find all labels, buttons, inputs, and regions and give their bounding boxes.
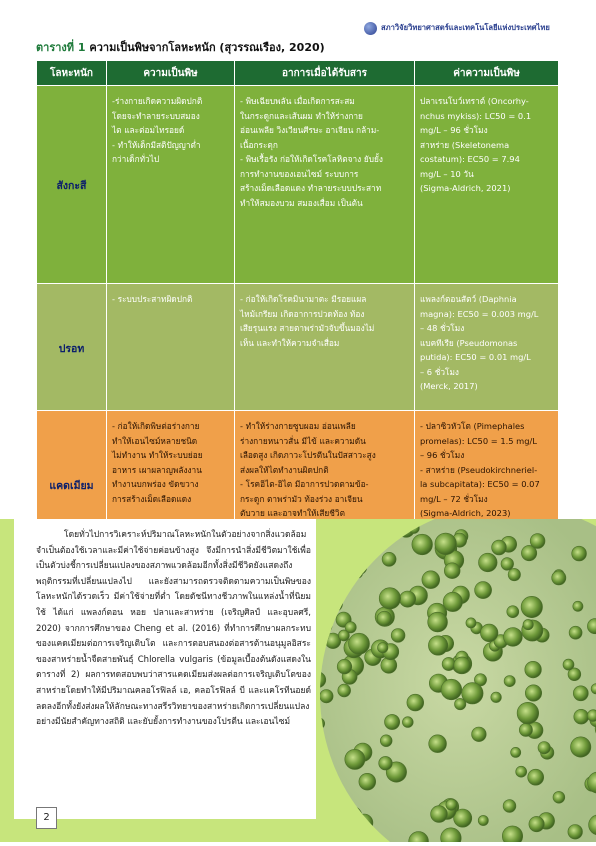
table-row-zinc (37, 86, 559, 284)
algae-cell (475, 582, 492, 599)
algae-cell (569, 626, 582, 639)
cell-line: - สาหร่าย (Pseudokirchneriel- (420, 463, 553, 478)
cell-line: putida): EC50 = 0.01 mg/L (420, 350, 553, 365)
table-header-row (37, 61, 559, 86)
algae-cell (327, 596, 343, 612)
cell-line: - ปลาซิวหัวโต (Pimephales (420, 419, 553, 434)
algae-cell (511, 747, 521, 757)
cell-line: ทำให้เอนไซม์หลายชนิด (112, 434, 229, 449)
algae-cell (332, 801, 349, 818)
algae-cell (563, 659, 574, 670)
algae-cell (380, 735, 392, 747)
algae-cell (345, 622, 356, 633)
algae-cell (573, 686, 588, 701)
cell-line: กระดูก ตาพร่ามัว ท้องร่วง อาเจียน (240, 492, 409, 507)
algae-cell (318, 833, 328, 842)
table-row-mercury (37, 284, 559, 411)
cell-line: เสียรุนแรง สายตาพร่ามัวจับขึ้นมองไม่ (240, 321, 409, 336)
cell-line: แพลงก์ตอนสัตว์ (Daphnia (420, 292, 553, 307)
metal-name: สังกะสี (37, 86, 107, 284)
algae-cell (529, 816, 544, 831)
algae-cell (572, 546, 587, 561)
cell-line: (Sigma-Aldrich, 2021) (420, 181, 553, 196)
cell-line: อ่อนเพลีย วิงเวียนศีรษะ อาเจียน กล้าม- (240, 123, 409, 138)
algae-cell (353, 561, 367, 575)
algae-cell (400, 591, 416, 607)
toxicity-table (36, 60, 559, 558)
algae-cell (377, 611, 392, 626)
algae-cell (508, 568, 520, 580)
cell-line: - ทำให้ร่างกายซูบผอม อ่อนเพลีย (240, 419, 409, 434)
cell-line: nchus mykiss): LC50 = 0.1 (420, 109, 553, 124)
cell-line: ทำงานบกพร่อง ขัดขวาง (112, 477, 229, 492)
cell-line: โดยจะทำลายระบบสมอง (112, 109, 229, 124)
algae-cell (479, 553, 498, 572)
algae-cell (462, 683, 483, 704)
algae-cell (472, 727, 487, 742)
algae-cell (491, 692, 502, 703)
symptoms-cell (235, 284, 415, 411)
algae-cell (335, 565, 351, 581)
algae-cell (525, 685, 541, 701)
cell-line: เห็น และทำให้ความจำเสื่อม (240, 336, 409, 351)
cell-line: - พิษเรื้อรัง ก่อให้เกิดโรคโลหิตจาง ยับยั้ง (240, 152, 409, 167)
algae-cell (516, 766, 527, 777)
cell-line: mg/L – 72 ชั่วโมง (420, 492, 553, 507)
cell-line: เนื้อกระตุก (240, 138, 409, 153)
algae-cell (382, 552, 396, 566)
algae-cell (504, 676, 515, 687)
algae-cell (501, 558, 514, 571)
algae-cell (335, 818, 348, 831)
algae-photo-svg (318, 519, 596, 842)
cell-line: สร้างเม็ดเลือดแดง ทำลายระบบประสาท (240, 181, 409, 196)
cell-line: (Sigma-Aldrich, 2023) (420, 506, 553, 521)
algae-cell (466, 618, 476, 628)
algae-cell (523, 619, 533, 629)
algae-cell (337, 583, 349, 595)
col-header-symptoms: อาการเมื่อได้รับสาร (235, 61, 415, 86)
table-caption-title: ความเป็นพิษจากโลหะหนัก (สุวรรณเรือง, 2020) (89, 41, 324, 54)
algae-cell (521, 596, 542, 617)
algae-cell (379, 756, 393, 770)
algae-cell (379, 588, 400, 609)
algae-cell (504, 628, 523, 647)
table-caption (36, 38, 325, 56)
algae-cell (503, 800, 516, 813)
algae-cell (344, 807, 362, 825)
algae-cell (334, 519, 350, 534)
algae-cell (318, 761, 328, 776)
algae-cell (412, 534, 433, 555)
page-number: 2 (36, 807, 57, 829)
cell-line: - พิษเฉียบพลัน เมื่อเกิดการสะสม (240, 94, 409, 109)
algae-cell (517, 702, 539, 724)
algae-cell (337, 659, 352, 674)
algae-cell (525, 661, 542, 678)
algae-cell (353, 568, 363, 578)
table-caption-label: ตารางที่ 1 (36, 41, 86, 54)
cell-line: ไม่ทำงาน ทำให้ระบบย่อย (112, 448, 229, 463)
cell-line: สาหร่าย (Skeletonema (420, 138, 553, 153)
toxicity-cell (107, 86, 235, 284)
metal-name: ปรอท (37, 284, 107, 411)
cell-line: - ก่อให้เกิดพิษต่อร่างกาย (112, 419, 229, 434)
algae-cell (428, 636, 447, 655)
algae-cell (442, 657, 455, 670)
algae-cell (528, 769, 544, 785)
cell-line: เลือดสูง เกิดภาวะโปรตีนในปัสสาวะสูง (240, 448, 409, 463)
algae-cell (391, 629, 405, 643)
cell-line: ปลาเรนโบว์เทราต์ (Oncorhy- (420, 94, 553, 109)
algae-cell (454, 809, 472, 827)
col-header-metal: โลหะหนัก (37, 61, 107, 86)
algae-microscope-photo (318, 519, 596, 842)
algae-cell (552, 571, 566, 585)
algae-cell (359, 773, 376, 790)
values-cell (415, 86, 559, 284)
cell-line: การทำงานของเอนไซม์ ระบบการ (240, 167, 409, 182)
algae-cell (435, 533, 457, 555)
metal-name: แคดเมียม (37, 411, 107, 558)
cell-line: ร่างกายหนาวสั่น มีไข้ และความดัน (240, 434, 409, 449)
algae-cell (385, 714, 400, 729)
algae-cell (574, 709, 589, 724)
algae-cell (553, 791, 565, 803)
algae-cell (431, 806, 448, 823)
cell-line: costatum): EC50 = 7.94 (420, 152, 553, 167)
cell-line: - โรคอิไต-อิไต มีอาการปวดตามข้อ- (240, 477, 409, 492)
algae-cell (345, 749, 365, 769)
col-header-toxicity: ความเป็นพิษ (107, 61, 235, 86)
cell-line: การสร้างเม็ดเลือดแดง (112, 492, 229, 507)
algae-cell (480, 624, 498, 642)
body-paragraph (36, 528, 311, 731)
cell-line: magna): EC50 = 0.003 mg/L (420, 307, 553, 322)
algae-cell (320, 690, 333, 703)
algae-cell (338, 684, 351, 697)
cell-line: กว่าเด็กทั่วไป (112, 152, 229, 167)
cell-line: ทำให้สมองบวม สมองเสื่อม เป็นต้น (240, 196, 409, 211)
algae-cell (318, 619, 332, 633)
cell-line: ไต และต่อมไทรอยด์ (112, 123, 229, 138)
cell-line: – 96 ชั่วโมง (420, 448, 553, 463)
algae-cell (318, 771, 331, 786)
algae-cell (441, 679, 462, 700)
cell-line: ส่งผลให้ไตทำงานผิดปกติ (240, 463, 409, 478)
cell-line: – 48 ชั่วโมง (420, 321, 553, 336)
algae-cell (322, 818, 344, 840)
algae-cell (492, 540, 507, 555)
algae-cell (571, 737, 591, 757)
algae-cell (422, 571, 440, 589)
algae-cell (382, 529, 396, 543)
cell-line: - ระบบประสาทผิดปกติ (112, 292, 229, 307)
algae-cell (407, 694, 424, 711)
cell-line: แบคทีเรีย (Pseudomonas (420, 336, 553, 351)
cell-line: ตับวาย และอาจทำให้เสียชีวิต (240, 506, 409, 521)
algae-cell (444, 563, 460, 579)
algae-cell (530, 534, 545, 549)
algae-cell (336, 536, 348, 548)
algae-cell (587, 710, 596, 722)
cell-line: -ร่างกายเกิดความผิดปกติ (112, 94, 229, 109)
algae-cell (428, 612, 448, 632)
algae-cell (429, 735, 447, 753)
algae-cell (398, 520, 415, 537)
cell-line: la subcapitata): EC50 = 0.07 (420, 477, 553, 492)
algae-cell (478, 815, 488, 825)
algae-cell (507, 606, 519, 618)
algae-cell (538, 742, 550, 754)
cell-line: promelas): LC50 = 1.5 mg/L (420, 434, 553, 449)
symptoms-cell (235, 86, 415, 284)
col-header-values: ค่าความเป็นพิษ (415, 61, 559, 86)
cell-line: ในกระดูกและเส้นผม ทำให้ร่างกาย (240, 109, 409, 124)
algae-cell (357, 519, 377, 530)
org-logo (364, 21, 588, 35)
algae-cell (443, 592, 462, 611)
cell-line: (Merck, 2017) (420, 379, 553, 394)
algae-cell (409, 523, 420, 534)
algae-cell (378, 643, 388, 653)
org-name: สภาวิจัยวิทยาศาสตร์และเทคโนโลยีแห่งประเทศไทย (381, 22, 550, 34)
cell-line: อาหาร เผาผลาญพลังงาน (112, 463, 229, 478)
body-text: โดยทั่วไปการวิเคราะห์ปริมาณโลหะหนักในตัวอย่างจากสิ่งแวดล้อมจำเป็นต้องใช้เวลาและมีค่าใช้จ่ายค่อนข้างสูง จึงมีการนำสิ่งมีชีวิตมาใช้เพื่อเป็นตัวบ่งชี้การเปลี่ยนแปลงของสภาพแวดล้อมอีกทั้งสิ่งมีชีวิตยังแสดงถึงพฤติกรรมที่เปลี่ยนแปลงไป และยังสามารถตรวจติดตามความเป็นพิษของโลหะหนักได้รวดเร็ว มีค่าใช้จ่ายที่ต่ำ โดยดัชนีทางชีวภาพในแหล่งน้ำที่นิยมใช้ ได้แก่ แพลงก์ตอน หอย ปลาและสาหร่าย (เจริญศิลป์ และอุบลศรี, 2020) จากการศึกษาของ Cheng et al. (2016) ที่ทำการศึกษาผลกระทบของแคดเมียมต่อการเจริญเติบโต และการตอบสนองต่อสารต้านอนุมูลอิสระของสาหร่ายน้ำจืดสายพันธุ์ Chlorella vulgaris (ข้อมูลเบื้องต้นดังแสดงในตารางที่ 2) ผลการทดสอบพบว่าสารแคดเมียมส่งผลต่อการเจริญเติบโตของสาหร่ายโดยทำให้มีปริมาณคลอโรฟิลล์ เอ, คลอโรฟิลล์ บี และแคโรทีนอยด์ลดลงอีกทั้งยังส่งผลให้ลักษณะทางสรีรวิทยาของสาหร่ายเกิดการเปลี่ยนแปลงอย่างมีนัยสำคัญทางสถิติ และยับยั้งการทำงานของโปรตีน และเอนไซม์ (36, 528, 311, 731)
cell-line: mg/L – 10 วัน (420, 167, 553, 182)
values-cell (415, 284, 559, 411)
cell-line: - ทำให้เด็กมีสติปัญญาต่ำ (112, 138, 229, 153)
algae-cell (573, 601, 583, 611)
cell-line: – 6 ชั่วโมง (420, 365, 553, 380)
cell-line: - ก่อให้เกิดโรคมินามาตะ มีรอยแผล (240, 292, 409, 307)
toxicity-cell (107, 284, 235, 411)
algae-cell (446, 799, 457, 810)
algae-cell (454, 657, 471, 674)
algae-cell (519, 723, 532, 736)
algae-cell (356, 814, 373, 831)
algae-cell (568, 825, 583, 840)
org-emblem-icon (364, 22, 377, 35)
cell-line: ไหม้เกรียม เกิดอาการปวดท้อง ท้อง (240, 307, 409, 322)
cell-line: mg/L – 96 ชั่วโมง (420, 123, 553, 138)
algae-cell (349, 633, 370, 654)
algae-cell (393, 519, 408, 527)
algae-cell (402, 717, 413, 728)
